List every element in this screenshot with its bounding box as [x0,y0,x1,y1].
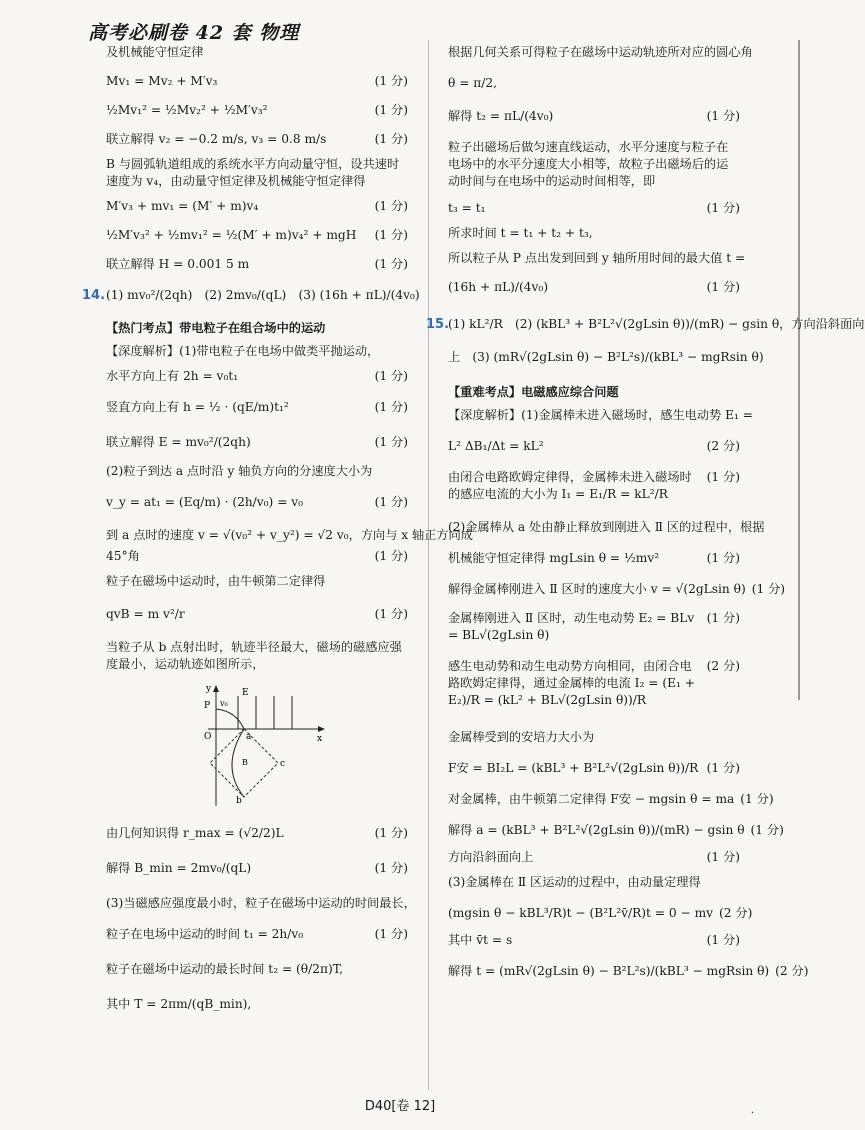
line-text: 竖直方向上有 h = ½ · (qE/m)t₁² [106,400,289,414]
solution-line [106,156,408,190]
line-text: 其中 T = 2πm/(qB_min), [106,997,252,1011]
line-text: 【重难考点】电磁感应综合问题 [448,385,619,399]
score: (1 分) [750,823,784,837]
score: (1 分) [706,761,740,775]
line-text: 解得 B_min = 2mv₀/(qL) [106,861,252,875]
solution-line [106,399,408,416]
x-axis-arrow [318,726,325,732]
score: (1 分) [374,369,408,383]
line-text: t₃ = t₁ [448,201,486,215]
right-column [426,44,865,980]
solution-line [448,905,753,922]
score: (1 分) [751,582,786,596]
solution-line [448,279,740,296]
line-text: 当粒子从 b 点射出时，轨迹半径最大，磁场的磁感应强度最小，运动轨迹如图所示， [106,640,402,671]
line-text: 45°角 [106,549,140,563]
solution-line [106,73,408,90]
question-number: 14. [82,288,106,303]
line-text: 解得 a = (kBL³ + B²L²√(2gLsin θ))/(mR) − gsin θ [448,823,745,837]
score: (1 分) [374,861,408,875]
solution-line [106,996,408,1013]
line-text: 方向沿斜面向上 [448,850,534,864]
point-c-label: c [280,759,286,769]
score: (1 分) [374,228,408,242]
solution-line [106,131,408,148]
score: (1 分) [374,826,408,840]
line-text: 金属棒刚进入 Ⅱ 区时，动生电动势 E₂ = BLv = BL√(2gLsin θ) [448,611,695,642]
line-text: ½Mv₁² = ½Mv₂² + ½M′v₃² [106,103,268,117]
solution-line [448,519,765,536]
line-text: 对金属棒，由牛顿第二定律得 F安 − mgsin θ = ma [448,792,735,806]
line-text: (16h + πL)/(4v₀) [448,280,549,294]
score: (1 分) [706,109,740,123]
line-text: 根据几何关系可得粒子在磁场中运动轨迹所对应的圆心角 [448,45,753,59]
line-text: 【深度解析】(1)金属棒未进入磁场时，感生电动势 E₁ = [448,408,753,422]
score: (1 分) [374,199,408,213]
score: (1 分) [706,201,740,215]
solution-line [106,825,408,842]
line-text: 粒子在电场中运动的时间 t₁ = 2h/v₀ [106,927,304,941]
line-text: 粒子在磁场中运动时，由牛顿第二定律得 [106,574,326,588]
solution-line [106,494,408,511]
score: (1 分) [374,257,408,271]
solution-line [106,463,408,480]
score: (1 分) [374,132,408,146]
line-text: 联立解得 H = 0.001 5 m [106,257,250,271]
solution-line [448,822,784,839]
score: (1 分) [374,74,408,88]
solution-line [448,932,740,949]
solution-line [448,438,740,455]
line-text: 及机械能守恒定律 [106,45,204,59]
solution-line [106,44,408,61]
solution-line [448,729,740,746]
solution-line [106,573,408,590]
solution-line [448,791,774,808]
score: (1 分) [706,933,740,947]
field-e-label: E [242,688,249,698]
v0-label: v₀ [220,699,228,708]
score: (1 分) [374,400,408,414]
electric-trajectory [216,709,244,729]
solution-line [106,926,408,943]
score: (1 分) [374,927,408,941]
solution-line [106,368,408,385]
solution-line [448,581,786,598]
solution-line [448,200,740,217]
solution-line [448,963,809,980]
page-header: 高考必刷卷 42 套 物理 [88,22,300,44]
solution-line [106,343,408,360]
line-text: 解得 t₂ = πL/(4v₀) [448,109,554,123]
solution-line [448,610,740,644]
line-text: 联立解得 E = mv₀²/(2qh) [106,435,251,449]
line-text: 上 (3) (mR√(2gLsin θ) − B²L²s)/(kBL³ − mgRsin θ) [448,350,764,364]
solution-line [448,658,740,709]
line-text: 所求时间 t = t₁ + t₂ + t₃, [448,226,593,240]
line-text: v_y = at₁ = (Eq/m) · (2h/v₀) = v₀ [106,495,304,509]
line-text: M′v₃ + mv₁ = (M′ + m)v₄ [106,199,259,213]
solution-line [448,225,740,242]
line-text: 水平方向上有 2h = v₀t₁ [106,369,239,383]
line-text: qvB = m v²/r [106,607,185,621]
solution-line [106,198,408,215]
line-text: 金属棒受到的安培力大小为 [448,730,595,744]
line-text: Mv₁ = Mv₂ + M′v₃ [106,74,218,88]
line-text: 解得金属棒刚进入 Ⅱ 区时的速度大小 v = √(2gLsin θ) [448,582,746,596]
line-text: 【热门考点】带电粒子在组合场中的运动 [106,321,326,335]
score: (1 分) [740,792,774,806]
score: (2 分) [719,906,753,920]
solution-line [106,227,408,244]
line-text: (1) kL²/R (2) (kBL³ + B²L²√(2gLsin θ))/(mR) − gsin θ，方向沿斜面向 [448,317,865,331]
line-text: 感生电动势和动生电动势方向相同，由闭合电路欧姆定律得，通过金属棒的电流 I₂ = (E₁ + E₂)/R = (kL² + BL√(2gLsin θ))/R [448,659,695,707]
y-axis-label: y [206,684,212,694]
line-text: B 与圆弧轨道组成的系统水平方向动量守恒，设共速时速度为 v₄，由动量守恒定律及机械能守恒定律得 [106,157,400,188]
score: (1 分) [706,611,740,625]
point-a-label: a [246,732,252,742]
solution-line [106,961,408,978]
line-text: (3)当磁感应强度最小时，粒子在磁场中运动的时间最长， [106,896,416,910]
solution-line [448,44,753,61]
line-text: (2)粒子到达 a 点时沿 y 轴负方向的分速度大小为 [106,464,373,478]
y-axis-arrow [213,685,219,692]
line-text: 粒子在磁场中运动的最长时间 t₂ = (θ/2π)T, [106,962,343,976]
line-text: 到 a 点时的速度 v = √(v₀² + v_y²) = √2 v₀，方向与 x 轴正方向成 [106,528,473,542]
solution-line [448,75,740,92]
line-text: 所以粒子从 P 点出发到回到 y 轴所用时间的最大值 t = [448,251,746,265]
line-text: 解得 t = (mR√(2gLsin θ) − B²L²s)/(kBL³ − mgRsin θ) [448,964,770,978]
solution-line [448,139,740,190]
point-b-label: b [236,796,242,806]
line-text: (1) mv₀²/(2qh) (2) 2mv₀/(qL) (3) (16h + πL)/(4v₀) [106,288,420,302]
page-footer: D40[卷 12] [364,1099,436,1114]
line-text: 由闭合电路欧姆定律得，金属棒未进入磁场时的感应电流的大小为 I₁ = E₁/R = kL²/R [448,470,692,501]
score: (1 分) [706,280,740,294]
line-text: 机械能守恒定律得 mgLsin θ = ½mv² [448,551,660,565]
solution-line [106,256,408,273]
solution-line [106,434,408,451]
solution-line [106,860,408,877]
score: (1 分) [706,551,740,565]
line-text: (2)金属棒从 a 处由静止释放到刚进入 Ⅱ 区的过程中，根据 [448,520,765,534]
solution-line [448,469,740,503]
field-b-label: B [242,758,248,767]
trajectory-figure [198,681,408,815]
line-text: (mgsin θ − kBL³/R)t − (B²L²v̄/R)t = 0 − mv [448,906,714,920]
line-text: θ = π/2, [448,76,498,90]
solution-line [106,606,408,623]
question-number: 15. [426,317,450,332]
page-edge-line [798,40,800,700]
solution-line [448,849,740,866]
key-point [106,320,408,337]
score: (1 分) [706,470,740,484]
solution-line [106,639,408,673]
x-axis-label: x [317,734,323,744]
page-mark: · [750,1108,754,1119]
key-point [448,384,740,401]
score: (1 分) [374,495,408,509]
solution-line [448,108,740,125]
solution-line [106,527,473,544]
line-text: 其中 v̄t = s [448,933,513,947]
solution-line [106,895,416,912]
line-text: 由几何知识得 r_max = (√2/2)L [106,826,284,840]
solution-line [448,874,740,891]
score: (1 分) [374,607,408,621]
solution-line [448,550,740,567]
solution-line [106,548,408,565]
answer-line-14 [82,287,420,304]
score: (2 分) [706,659,740,673]
point-p-label: P [204,701,211,711]
line-text: L² ΔB₁/Δt = kL² [448,439,544,453]
score: (1 分) [374,549,408,563]
solution-line [448,250,746,267]
solution-line [106,102,408,119]
answer-line-15 [426,316,865,333]
solution-line [448,407,753,424]
solution-line [448,349,764,366]
line-text: 【深度解析】(1)带电粒子在电场中做类平抛运动， [106,344,380,358]
score: (1 分) [374,103,408,117]
line-text: 粒子出磁场后做匀速直线运动，水平分速度与粒子在电场中的水平分速度大小相等，故粒子出磁场后的运动时间与在电场中的运动时间相等，即 [448,140,729,188]
line-text: ½M′v₃² + ½mv₁² = ½(M′ + m)v₄² + mgH [106,228,357,242]
line-text: 联立解得 v₂ = −0.2 m/s, v₃ = 0.8 m/s [106,132,327,146]
line-text: F安 = BI₂L = (kBL³ + B²L²√(2gLsin θ))/R [448,761,699,775]
score: (2 分) [706,439,740,453]
solution-line [448,760,740,777]
line-text: (3)金属棒在 Ⅱ 区运动的过程中，由动量定理得 [448,875,701,889]
score: (1 分) [374,435,408,449]
score: (1 分) [706,850,740,864]
origin-label: O [204,732,212,742]
column-divider [428,40,429,1090]
score: (2 分) [775,964,809,978]
